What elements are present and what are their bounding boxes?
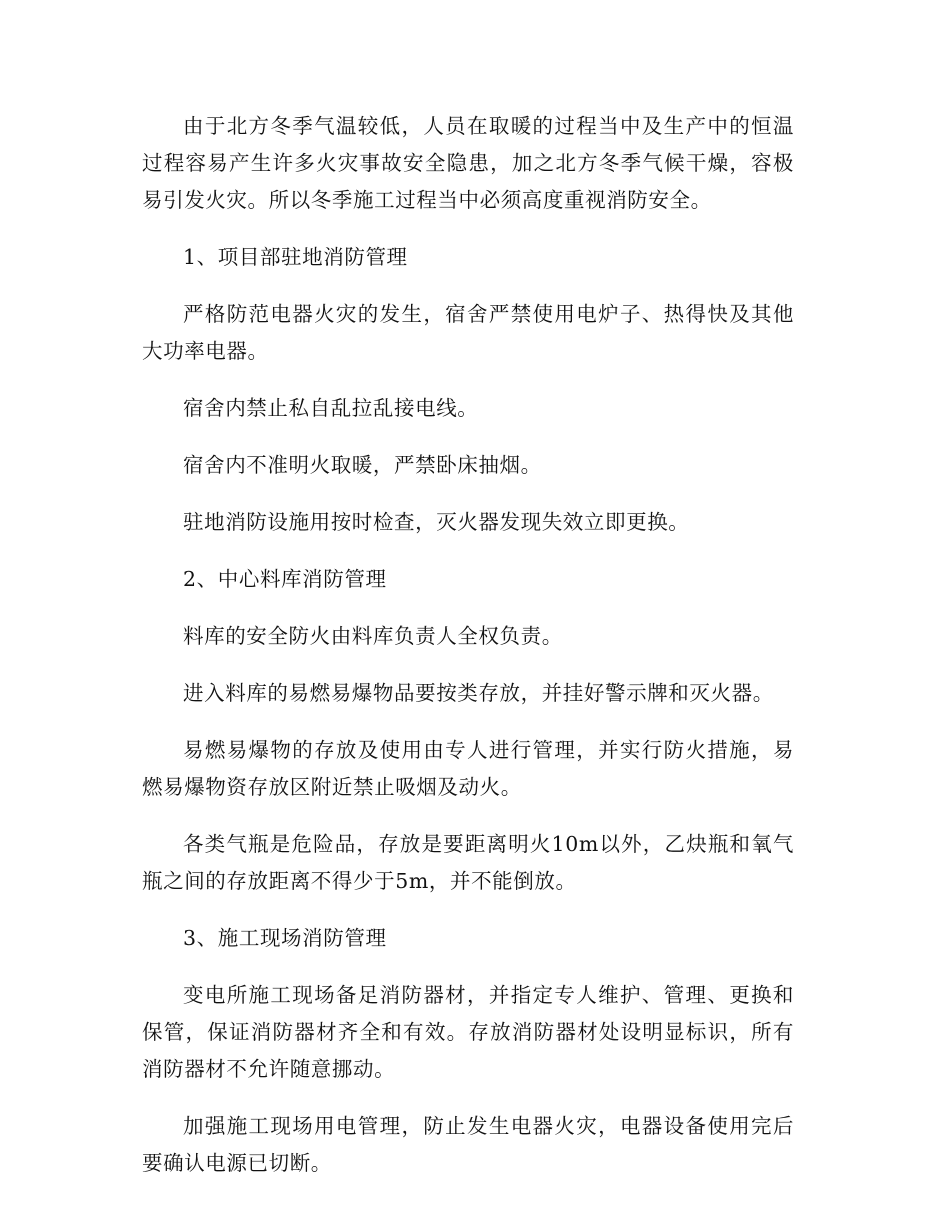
paragraph: 严格防范电器火灾的发生，宿舍严禁使用电炉子、热得快及其他大功率电器。 bbox=[142, 302, 794, 363]
paragraph: 易燃易爆物的存放及使用由专人进行管理，并实行防火措施，易燃易爆物资存放区附近禁止吸烟及动火。 bbox=[142, 738, 794, 799]
document-body bbox=[142, 108, 794, 1202]
section-heading-2: 2、中心料库消防管理 bbox=[183, 567, 387, 591]
section-heading-1: 1、项目部驻地消防管理 bbox=[183, 245, 408, 269]
paragraph: 宿舍内不准明火取暖，严禁卧床抽烟。 bbox=[183, 453, 542, 477]
section-heading-3: 3、施工现场消防管理 bbox=[183, 926, 387, 950]
paragraph: 进入料库的易燃易爆物品要按类存放，并挂好警示牌和灭火器。 bbox=[183, 681, 774, 705]
paragraph: 料库的安全防火由料库负责人全权负责。 bbox=[183, 624, 563, 648]
paragraph: 各类气瓶是危险品，存放是要距离明火10m以外，乙炔瓶和氧气瓶之间的存放距离不得少于5m，并不能倒放。 bbox=[142, 832, 794, 893]
paragraph: 加强施工现场用电管理，防止发生电器火灾，电器设备使用完后要确认电源已切断。 bbox=[142, 1114, 794, 1175]
paragraph: 宿舍内禁止私自乱拉乱接电线。 bbox=[183, 396, 479, 420]
paragraph-intro: 由于北方冬季气温较低，人员在取暖的过程当中及生产中的恒温过程容易产生许多火灾事故安全隐患，加之北方冬季气候干燥，容极易引发火灾。所以冬季施工过程当中必须高度重视消防安全。 bbox=[142, 114, 794, 212]
paragraph: 变电所施工现场备足消防器材，并指定专人维护、管理、更换和保管，保证消防器材齐全和有效。存放消防器材处设明显标识，所有消防器材不允许随意挪动。 bbox=[142, 983, 794, 1081]
paragraph: 驻地消防设施用按时检查，灭火器发现失效立即更换。 bbox=[183, 510, 690, 534]
